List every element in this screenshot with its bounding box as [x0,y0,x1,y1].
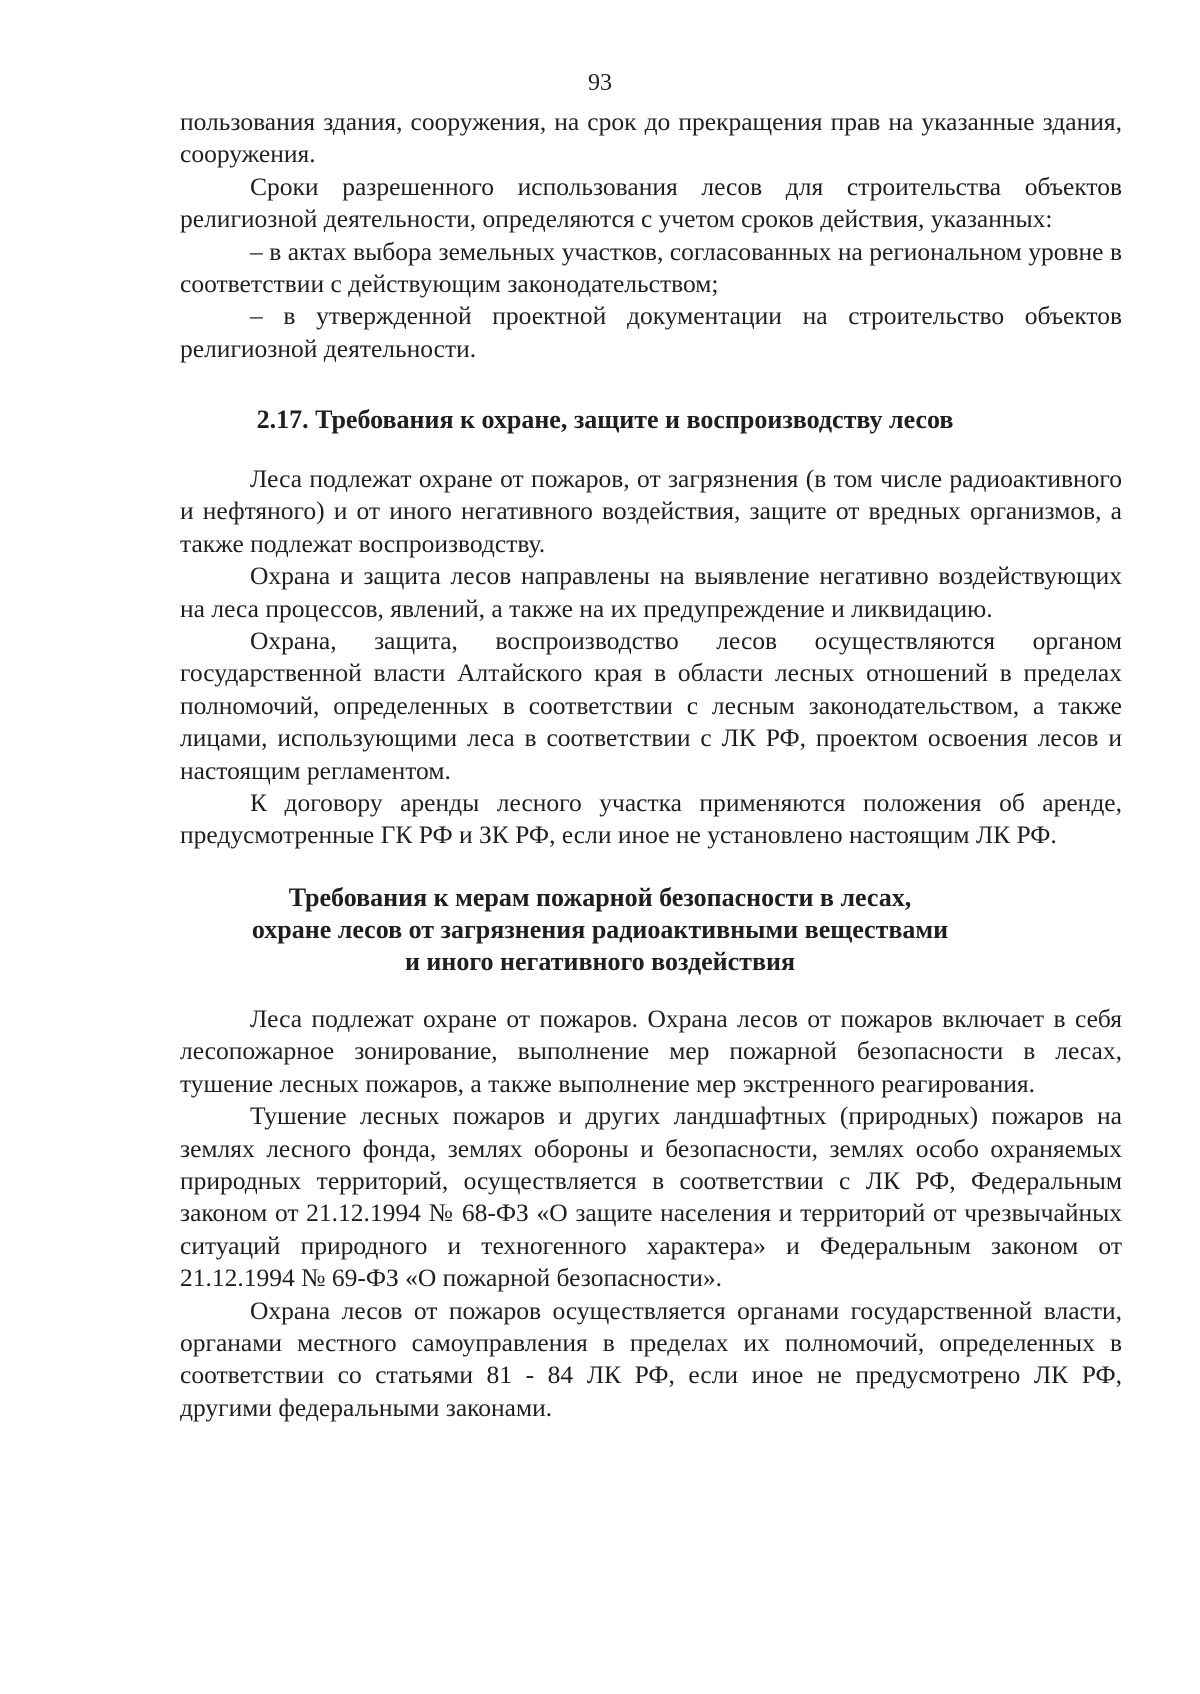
text-block-protection [180,463,1122,852]
paragraph-continuation: пользования здания, сооружения, на срок до прекращения прав на указанные здания, сооружения. [180,107,1122,169]
text-block-top [180,106,1122,365]
section-heading-2-17: 2.17. Требования к охране, защите и воспроизводству лесов [256,405,954,434]
heading-line-2: охране лесов от загрязнения радиоактивными веществами [251,915,949,944]
paragraph-list-item-2: – в утвержденной проектной документации на строительство объектов религиозной деятельности. [180,301,1122,363]
paragraph-fire-1: Леса подлежат охране от пожаров. Охрана лесов от пожаров включает в себя лесопожарное зонирование, выполнение мер пожарной безопасности в лесах, тушение лесных пожаров, а также выполнение мер экстренного реагирования. [180,1004,1122,1098]
paragraph-fire-2: Тушение лесных пожаров и других ландшафтных (природных) пожаров на землях лесного фонда, землях обороны и безопасности, землях особо охраняемых природных территорий, осуществляется в соответствии с ЛК РФ, Федеральным законом от 21.12.1994 № 68-ФЗ «О защите населения и территорий от чрезвычайных ситуаций природного и техногенного характера» и Федеральным законом от 21.12.1994 № 69-ФЗ «О пожарной безопасности». [180,1101,1122,1293]
paragraph-fire-3: Охрана лесов от пожаров осуществляется органами государственной власти, органами местного самоуправления в пределах их полномочий, определенных в соответствии со статьями 81 - 84 ЛК РФ, если иное не предусмотрено ЛК РФ, другими федеральными законами. [180,1295,1122,1422]
heading-line-1: Требования к мерам пожарной безопасности в лесах, [288,883,912,912]
paragraph-lease: К договору аренды лесного участка применяются положения об аренде, предусмотренные ГК РФ и ЗК РФ, если иное не установлено настоящим ЛК РФ. [180,788,1122,850]
paragraph-protection-2: Охрана и защита лесов направлены на выявление негативно воздействующих на леса процессов, явлений, а также на их предупреждение и ликвидацию. [180,561,1122,623]
paragraph-terms: Сроки разрешенного использования лесов для строительства объектов религиозной деятельности, определяются с учетом сроков действия, указанных: [180,171,1122,234]
page-number: 93 [588,70,612,96]
paragraph-protection-1: Леса подлежат охране от пожаров, от загрязнения (в том числе радиоактивного и нефтяного) и от иного негативного воздействия, защите от вредных организмов, а также подлежат воспроизводству. [180,464,1122,558]
paragraph-protection-3: Охрана, защита, воспроизводство лесов осуществляются органом государственной власти Алтайского края в области лесных отношений в пределах полномочий, определенных в соответствии с лесным законодательством, а также лицами, использующими леса в соответствии с ЛК РФ, проектом освоения лесов и настоящим регламентом. [180,626,1122,785]
text-block-fire [180,1003,1122,1424]
paragraph-list-item-1: – в актах выбора земельных участков, согласованных на региональном уровне в соответствии с действующим законодательством; [180,236,1122,299]
subsection-heading-fire [0,882,1200,978]
heading-line-3: и иного негативного воздействия [404,947,796,976]
